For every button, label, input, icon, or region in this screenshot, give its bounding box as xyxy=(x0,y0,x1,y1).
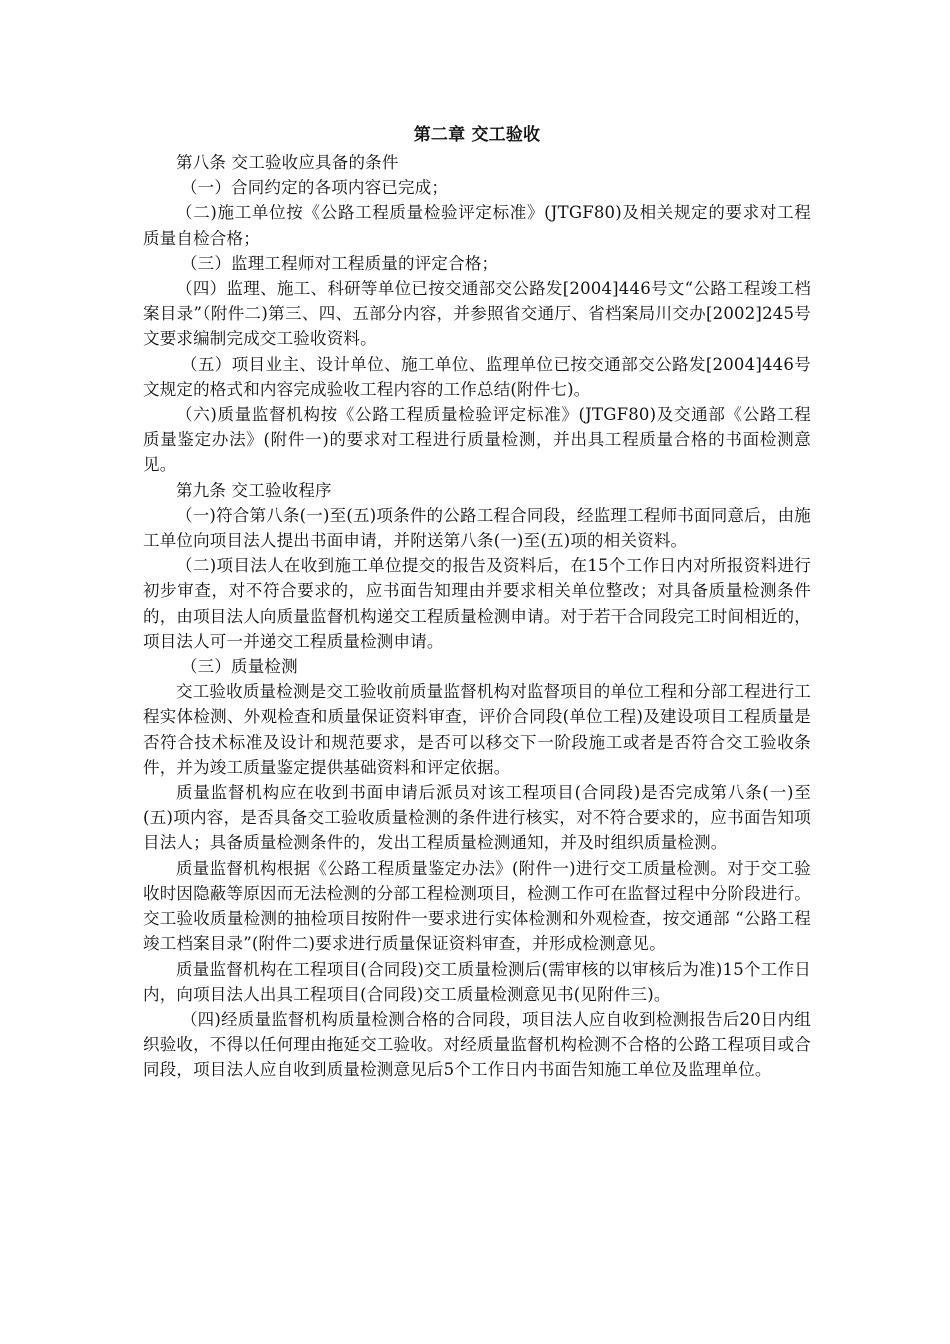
article-9-item-2: （二)项目法人在收到施工单位提交的报告及资料后，在15个工作日内对所报资料进行初步审查，对不符合要求的，应书面告知理由并要求相关单位整改；对具备质量检测条件的，由项目法人向质量监督机构递交工程质量检测申请。对于若干合同段完工时间相近的，项目法人可一并递交工程质量检测申请。 xyxy=(143,556,811,651)
article-9-item-4: （四)经质量监督机构质量检测合格的合同段，项目法人应自收到检测报告后20日内组织验收，不得以任何理由拖延交工验收。对经质量监督机构检测不合格的公路工程项目或合同段，项目法人应自收到质量检测意见后5个工作日内书面告知施工单位及监理单位。 xyxy=(143,1009,811,1080)
article-9-item-1: （一)符合第八条(一)至(五)项条件的公路工程合同段，经监理工程师书面同意后，由施工单位向项目法人提出书面申请，并附送第八条(一)至(五)项的相关资料。 xyxy=(143,505,811,551)
quality-inspection-verification: 质量监督机构应在收到书面申请后派员对该工程项目(合同段)是否完成第八条(一)至(五)项内容，是否具备交工验收质量检测的条件进行核实，对不符合要求的，应书面告知项目法人；具备质量检测条件的，发出工程质量检测通知，并及时组织质量检测。 xyxy=(143,783,811,853)
quality-inspection-procedure: 质量监督机构根据《公路工程质量鉴定办法》(附件一)进行交工质量检测。对于交工验收时因隐蔽等原因而无法检测的分部工程检测项目，检测工作可在监督过程中分阶段进行。交工验收质量检测的抽检项目按附件一要求进行实体检测和外观检查，按交通部 “公路工程竣工档案目录”(附件二)要求进行质量保证资料审查，并形成检测意见。 xyxy=(143,858,811,954)
article-8-item-5: （五）项目业主、设计单位、施工单位、监理单位已按交通部交公路发[2004]446号文规定的格式和内容完成验收工程内容的工作总结(附件七)。 xyxy=(143,354,811,399)
article-8-item-4: （四）监理、施工、科研等单位已按交通部交公路发[2004]446号文“公路工程竣工档案目录”（附件二)第三、四、五部分内容，并参照省交通厅、省档案局川交办[2002]245号文要求编制完成交工验收资料。 xyxy=(143,279,811,349)
article-8-item-3: （三）监理工程师对工程质量的评定合格； xyxy=(180,253,499,273)
document-page xyxy=(143,122,811,1083)
quality-inspection-definition: 交工验收质量检测是交工验收前质量监督机构对监督项目的单位工程和分部工程进行工程实体检测、外观检查和质量保证资料审查，评价合同段(单位工程)及建设项目工程质量是否符合技术标准及设计和规范要求，是否可以移交下一阶段施工或者是否符合交工验收条件，并为竣工质量鉴定提供基础资料和评定依据。 xyxy=(143,682,811,777)
article-8-item-1: （一）合同约定的各项内容已完成； xyxy=(180,178,449,198)
article-9-item-3-heading: （三）质量检测 xyxy=(180,657,298,677)
article-8-item-6: （六)质量监督机构按《公路工程质量检验评定标准》(JTGF80)及交通部《公路工程质量鉴定办法》(附件一)的要求对工程进行质量检测，并出具工程质量合格的书面检测意见。 xyxy=(143,405,811,475)
article-9-heading: 第九条 交工验收程序 xyxy=(176,480,332,500)
article-8-item-2: （二)施工单位按《公路工程质量检验评定标准》(JTGF80)及相关规定的要求对工程质量自检合格； xyxy=(143,203,811,248)
quality-inspection-opinion: 质量监督机构在工程项目(合同段)交工质量检测后(需审核的以审核后为准)15个工作日内，向项目法人出具工程项目(合同段)交工质量检测意见书(见附件三)。 xyxy=(143,959,811,1004)
chapter-title: 第二章 交工验收 xyxy=(413,125,541,145)
article-8-heading: 第八条 交工验收应具备的条件 xyxy=(176,153,399,172)
